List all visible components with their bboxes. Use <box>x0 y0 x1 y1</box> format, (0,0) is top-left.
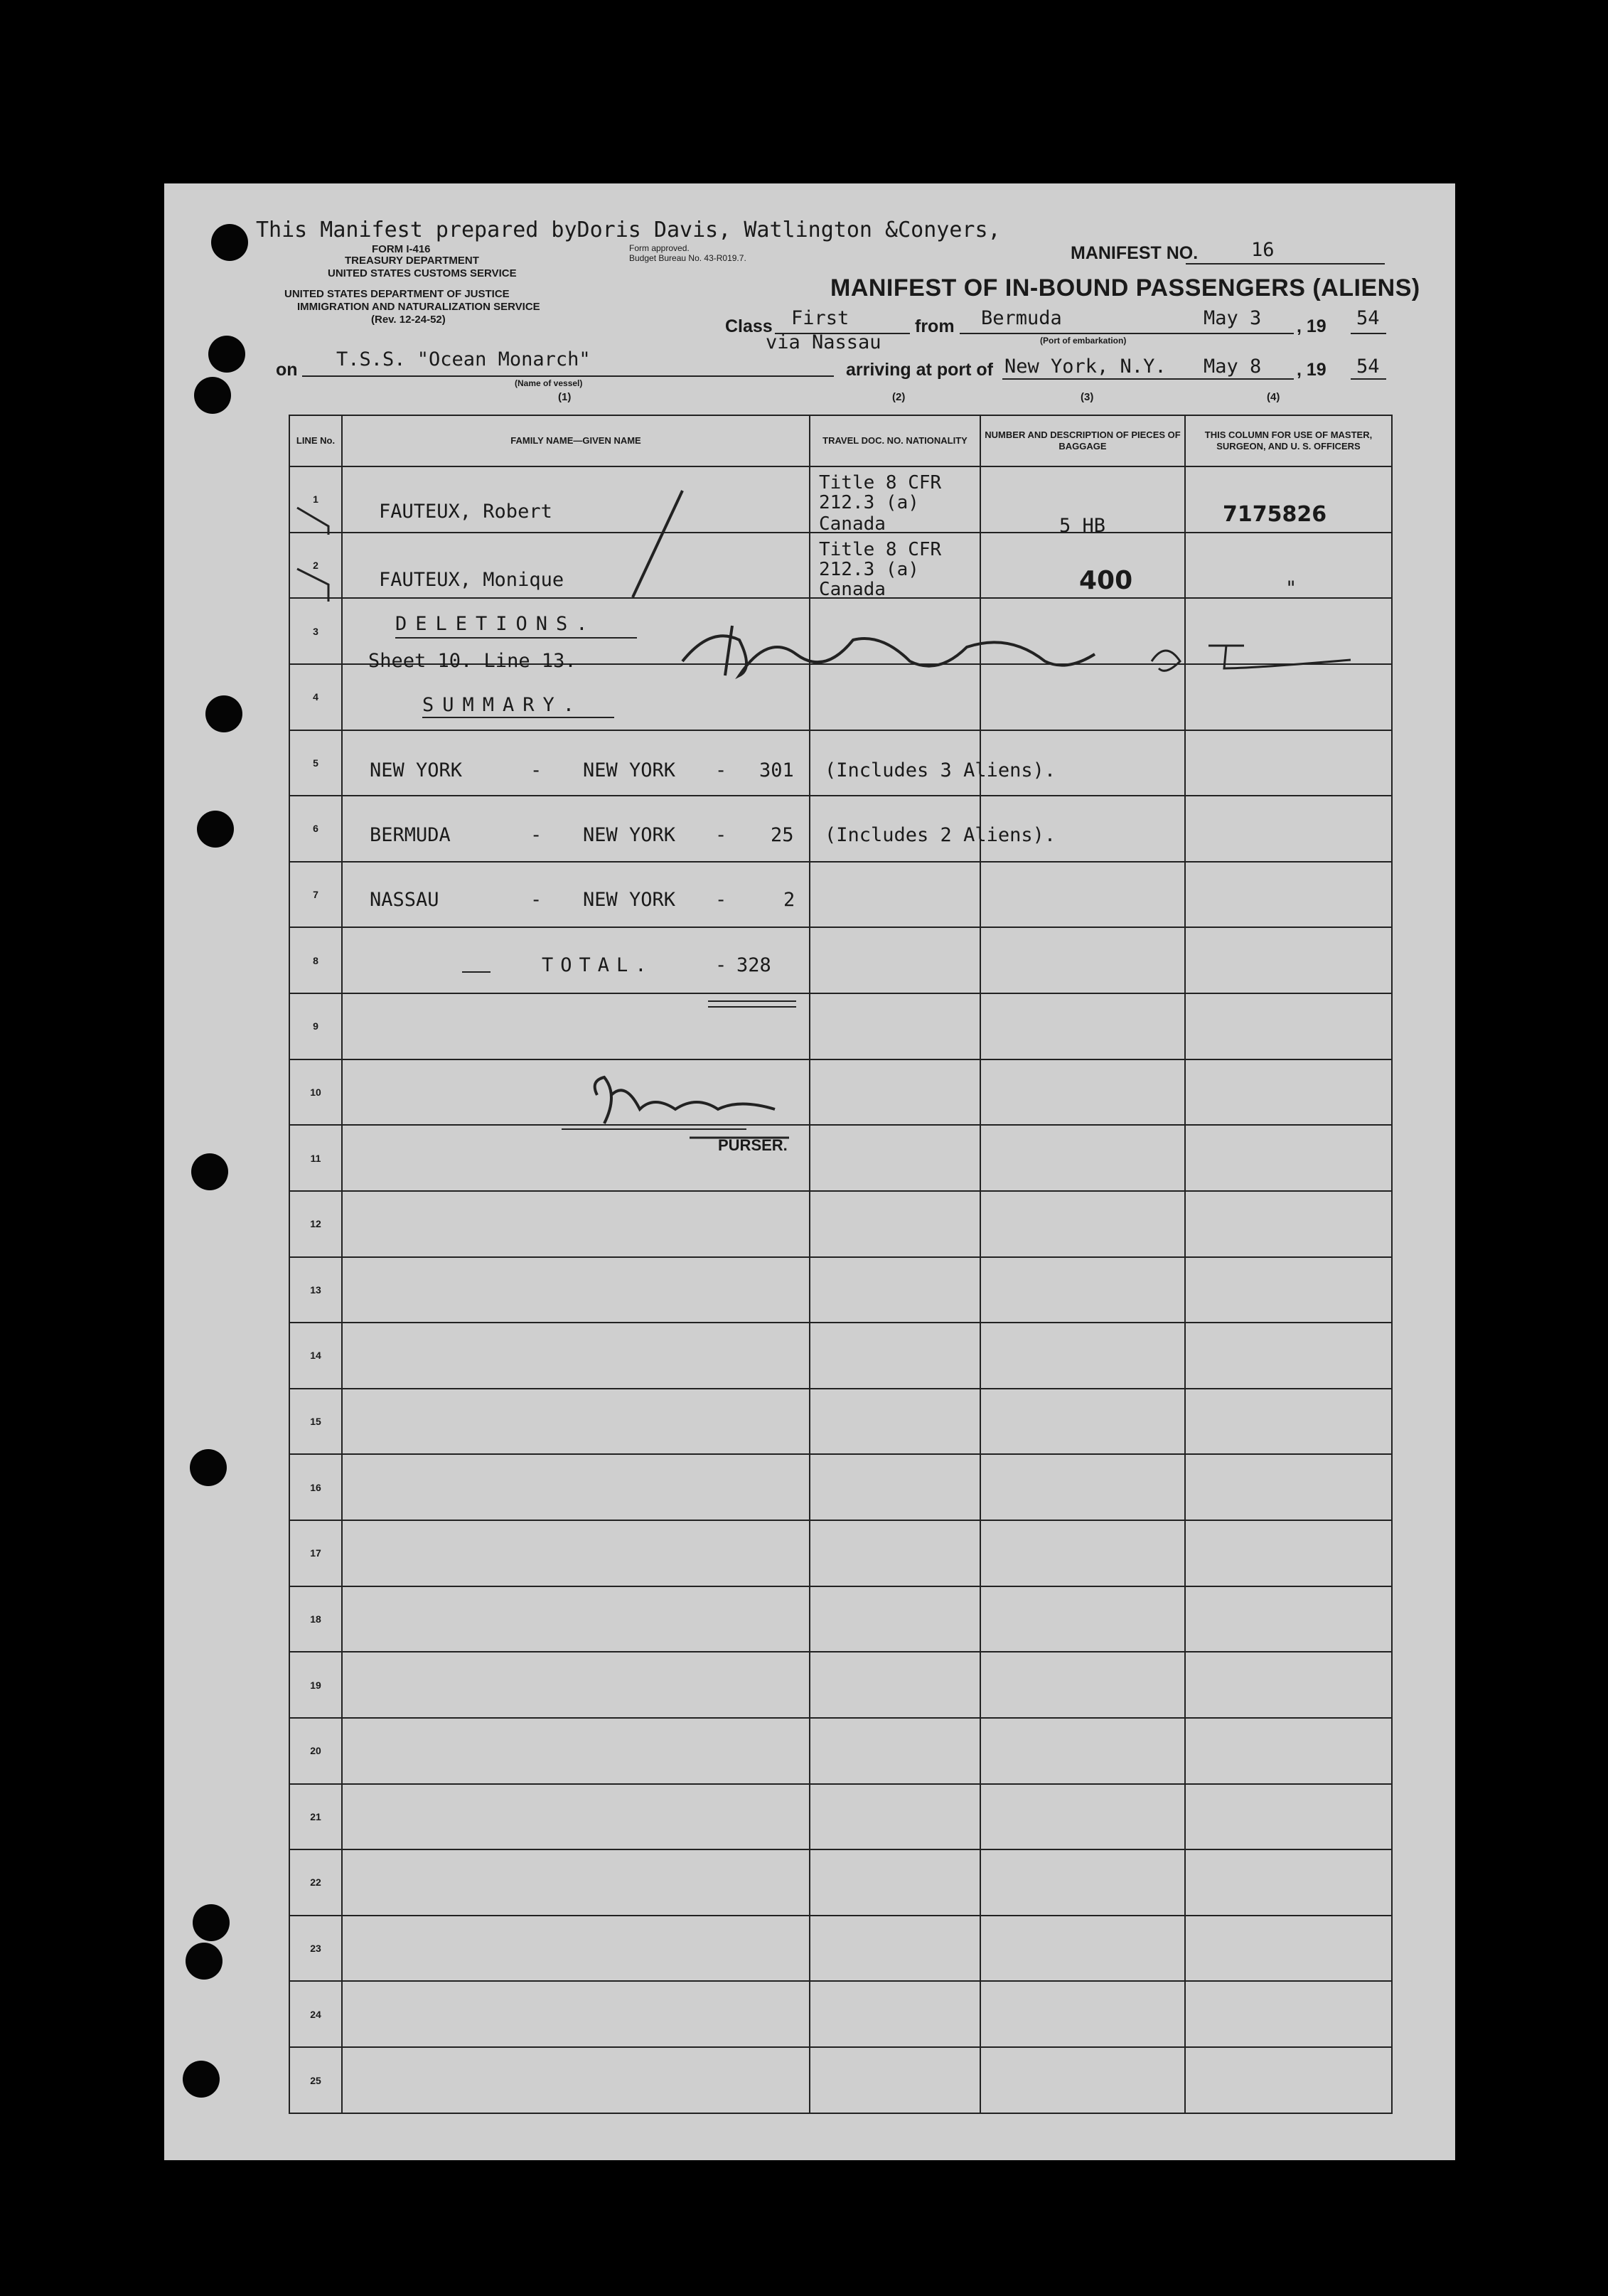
line-number: 6 <box>289 796 342 862</box>
line-number: 7 <box>289 862 342 928</box>
passenger-name: FAUTEUX, Robert <box>379 501 552 523</box>
header-officers: THIS COLUMN FOR USE OF MASTER, SURGEON, AND U. S. OFFICERS <box>1185 415 1392 466</box>
summary-dash: - <box>530 824 542 846</box>
summary-dest: NEW YORK <box>583 889 676 911</box>
deletions-underline <box>395 637 637 639</box>
nationality: Canada <box>819 513 886 535</box>
line-number: 5 <box>289 730 342 796</box>
justice-dept: UNITED STATES DEPARTMENT OF JUSTICE <box>284 288 510 300</box>
line-number: 22 <box>289 1849 342 1916</box>
summary-origin: NEW YORK <box>370 759 463 781</box>
summary-dash: - <box>530 759 542 781</box>
departure-year-prefix: , 19 <box>1297 316 1326 336</box>
treasury-dept: TREASURY DEPARTMENT <box>345 255 479 267</box>
departure-year: 54 <box>1356 307 1380 329</box>
summary-count: 301 <box>759 759 794 781</box>
total-dash-mark <box>462 971 491 973</box>
arriving-label: arriving at port of <box>846 360 993 380</box>
total-value: 328 <box>736 954 771 976</box>
prepared-by-line: This Manifest prepared byDoris Davis, Watlington &Conyers, <box>256 218 1001 242</box>
deletions-ref: Sheet 10. Line 13. <box>368 650 577 672</box>
col-number-4: (4) <box>1267 391 1280 403</box>
on-label: on <box>276 360 298 380</box>
header-line-no: LINE No. <box>289 415 342 466</box>
line-number: 13 <box>289 1257 342 1323</box>
vessel-name: T.S.S. "Ocean Monarch" <box>336 348 591 370</box>
ins-service: IMMIGRATION AND NATURALIZATION SERVICE <box>297 301 540 313</box>
line-number: 11 <box>289 1125 342 1191</box>
summary-origin: NASSAU <box>370 889 439 911</box>
manifest-no-label: MANIFEST NO. <box>1071 243 1199 263</box>
line-number: 3 <box>289 598 342 664</box>
line-number: 17 <box>289 1520 342 1586</box>
header-travel-doc: TRAVEL DOC. NO. NATIONALITY <box>810 415 980 466</box>
summary-dash: - <box>715 824 727 846</box>
arrival-year: 54 <box>1356 356 1380 378</box>
officer-entry: " <box>1285 577 1297 599</box>
summary-dash: - <box>715 759 727 781</box>
arrival-year-prefix: , 19 <box>1297 360 1326 380</box>
line-number: 21 <box>289 1784 342 1850</box>
line-number: 12 <box>289 1191 342 1257</box>
summary-dest: NEW YORK <box>583 759 676 781</box>
vessel-caption: (Name of vessel) <box>515 378 583 388</box>
col-number-3: (3) <box>1081 391 1094 403</box>
travel-doc-line: 212.3 (a) <box>819 492 919 513</box>
header-baggage: NUMBER AND DESCRIPTION OF PIECES OF BAGGAGE <box>980 415 1185 466</box>
summary-dash: - <box>530 889 542 911</box>
arrival-date: May 8 <box>1204 356 1262 378</box>
departure-date: May 3 <box>1204 307 1262 329</box>
line-number: 4 <box>289 664 342 730</box>
travel-doc-line: 212.3 (a) <box>819 559 919 580</box>
summary-note: (Includes 2 Aliens). <box>825 824 1056 846</box>
line-number: 14 <box>289 1323 342 1389</box>
deletions-title: DELETIONS. <box>395 613 596 635</box>
summary-note: (Includes 3 Aliens). <box>825 759 1056 781</box>
summary-count: 2 <box>783 889 795 911</box>
summary-underline <box>422 717 614 718</box>
baggage-desc: 400 <box>1079 566 1133 595</box>
line-number: 1 <box>289 466 342 533</box>
from-label: from <box>915 316 955 336</box>
manifest-title: MANIFEST OF IN-BOUND PASSENGERS (ALIENS) <box>830 274 1420 301</box>
summary-origin: BERMUDA <box>370 824 451 846</box>
class-value: First <box>791 307 849 329</box>
travel-doc-line: Title 8 CFR <box>819 539 942 560</box>
travel-doc-line: Title 8 CFR <box>819 472 942 493</box>
officer-entry: 7175826 <box>1223 502 1327 527</box>
summary-count: 25 <box>771 824 794 846</box>
line-number: 18 <box>289 1586 342 1652</box>
line-number: 19 <box>289 1652 342 1718</box>
summary-title: SUMMARY. <box>422 694 584 716</box>
total-dash: - <box>715 954 727 976</box>
total-label: TOTAL. <box>542 954 654 976</box>
port-caption: (Port of embarkation) <box>1040 336 1127 346</box>
via-port: via Nassau <box>766 331 881 353</box>
customs-service: UNITED STATES CUSTOMS SERVICE <box>328 267 517 279</box>
line-number: 15 <box>289 1389 342 1455</box>
summary-dest: NEW YORK <box>583 824 676 846</box>
form-approved: Form approved. <box>629 243 690 253</box>
col-number-2: (2) <box>892 391 906 403</box>
header-name: FAMILY NAME—GIVEN NAME <box>342 415 810 466</box>
summary-dash: - <box>715 889 727 911</box>
line-number: 10 <box>289 1059 342 1126</box>
embarkation-port: Bermuda <box>981 307 1062 329</box>
manifest-no: 16 <box>1251 239 1275 261</box>
line-number: 23 <box>289 1916 342 1982</box>
class-label: Class <box>725 316 773 336</box>
arrival-port: New York, N.Y. <box>1004 356 1167 378</box>
line-number: 20 <box>289 1718 342 1784</box>
line-number: 2 <box>289 533 342 599</box>
col-number-1: (1) <box>558 391 572 403</box>
line-number: 24 <box>289 1981 342 2047</box>
line-number: 25 <box>289 2047 342 2113</box>
purser-title: PURSER. <box>718 1136 788 1154</box>
baggage-desc: 5 HB <box>1059 515 1106 537</box>
revision-date: (Rev. 12-24-52) <box>371 314 446 326</box>
line-number: 9 <box>289 993 342 1059</box>
budget-bureau: Budget Bureau No. 43-R019.7. <box>629 253 746 263</box>
passenger-name: FAUTEUX, Monique <box>379 569 564 591</box>
line-number: 8 <box>289 927 342 993</box>
form-number: FORM I-416 <box>372 243 431 255</box>
line-number: 16 <box>289 1454 342 1520</box>
nationality: Canada <box>819 579 886 600</box>
